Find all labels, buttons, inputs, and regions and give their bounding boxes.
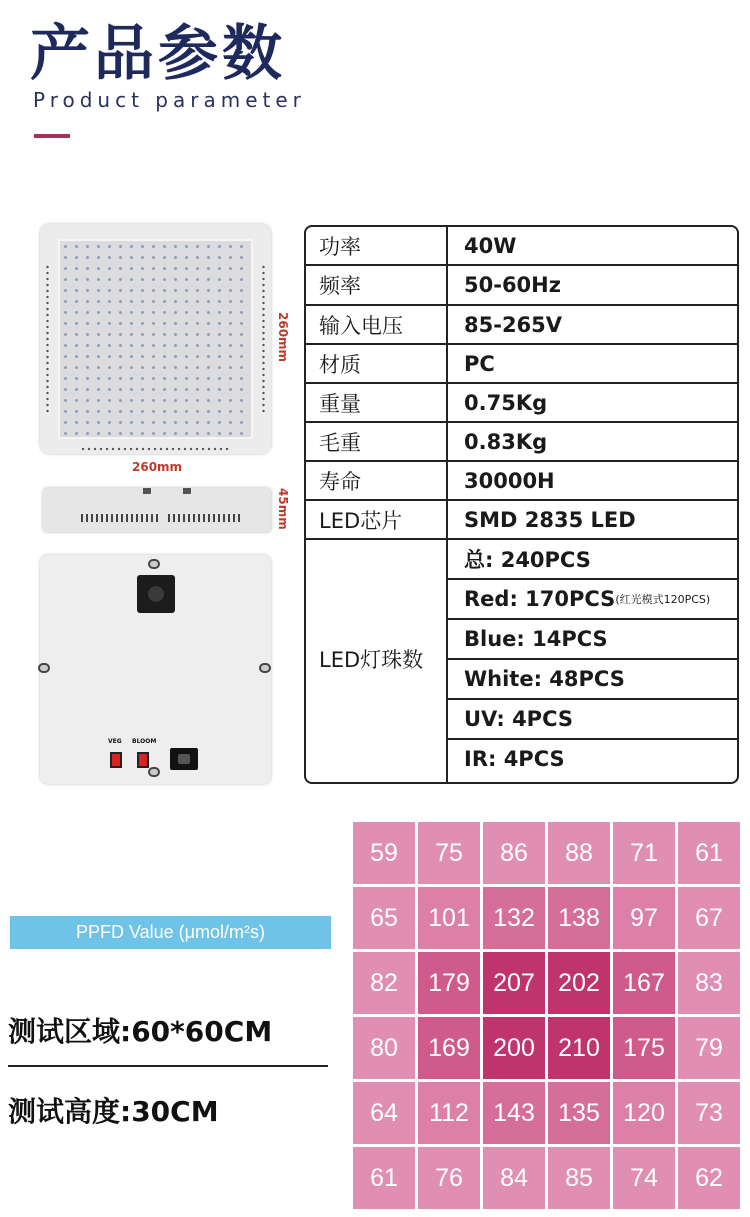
- ppfd-cell: 210: [548, 1017, 610, 1079]
- led-array: [58, 239, 253, 439]
- spec-value: 0.83Kg: [464, 429, 548, 454]
- spec-key: 输入电压: [319, 313, 403, 338]
- spec-key: 寿命: [319, 469, 361, 494]
- spec-value: PC: [464, 351, 495, 376]
- page-subtitle: Product parameter: [33, 88, 306, 112]
- ppfd-cell: 67: [678, 887, 740, 949]
- led-count: Red: 170PCS: [464, 587, 616, 611]
- spec-value: 50-60Hz: [464, 273, 561, 297]
- ppfd-cell: 59: [353, 822, 415, 884]
- ppfd-cell: 71: [613, 822, 675, 884]
- title-accent-bar: [34, 134, 70, 138]
- spec-key: LED芯片: [319, 508, 403, 533]
- spec-key: 功率: [319, 235, 361, 259]
- spec-value: 30000H: [464, 468, 555, 493]
- ppfd-cell: 73: [678, 1082, 740, 1144]
- ppfd-cell: 62: [678, 1147, 740, 1209]
- dimension-height-label: 260mm: [276, 312, 290, 363]
- ppfd-cell: 143: [483, 1082, 545, 1144]
- hanging-hook: [259, 663, 271, 673]
- ppfd-cell: 88: [548, 822, 610, 884]
- ppfd-cell: 86: [483, 822, 545, 884]
- spec-value: 0.75Kg: [464, 390, 548, 415]
- vent-holes-bottom: [80, 447, 230, 451]
- ppfd-cell: 120: [613, 1082, 675, 1144]
- divider: [8, 1065, 328, 1067]
- side-knob: [183, 488, 191, 494]
- spec-led-value: [447, 739, 739, 779]
- spec-table: [304, 225, 739, 784]
- hanging-hook: [38, 663, 50, 673]
- dimension-width-label: 260mm: [132, 460, 183, 474]
- hanging-hook: [148, 767, 160, 777]
- led-count: Blue: 14PCS: [464, 627, 608, 651]
- power-socket: [137, 575, 175, 613]
- veg-switch: [110, 752, 122, 768]
- spec-led-value: [447, 699, 739, 739]
- ppfd-cell: 200: [483, 1017, 545, 1079]
- bloom-switch: [137, 752, 149, 768]
- spec-value: 85-265V: [464, 312, 563, 337]
- spec-key: 材质: [319, 352, 361, 377]
- veg-switch-label: VEG: [108, 738, 122, 745]
- ppfd-cell: 84: [483, 1147, 545, 1209]
- dimension-depth-label: 45mm: [276, 488, 290, 530]
- page-title: 产品参数: [30, 19, 286, 89]
- ppfd-cell: 169: [418, 1017, 480, 1079]
- spec-value: SMD 2835 LED: [464, 507, 636, 532]
- led-count-note: (红光模式120PCS): [615, 593, 711, 606]
- ppfd-cell: 97: [613, 887, 675, 949]
- ppfd-cell: 101: [418, 887, 480, 949]
- led-count: White: 48PCS: [464, 667, 625, 691]
- bloom-switch-label: BLOOM: [132, 738, 157, 745]
- side-grill-right: [168, 514, 243, 522]
- product-front-image: [40, 224, 271, 454]
- test-area-label: 测试区域:60*60CM: [8, 1015, 273, 1048]
- ppfd-cell: 61: [353, 1147, 415, 1209]
- led-count: UV: 4PCS: [464, 707, 573, 731]
- test-height-label: 测试高度:30CM: [8, 1095, 219, 1128]
- product-back-image: [40, 555, 271, 784]
- ppfd-cell: 202: [548, 952, 610, 1014]
- spec-key: 重量: [319, 391, 361, 416]
- vent-holes-left: [45, 264, 50, 414]
- power-inlet: [170, 748, 198, 770]
- ppfd-cell: 83: [678, 952, 740, 1014]
- ppfd-cell: 76: [418, 1147, 480, 1209]
- ppfd-cell: 138: [548, 887, 610, 949]
- spec-led-value: [447, 659, 739, 699]
- spec-led-value: [447, 539, 739, 579]
- ppfd-cell: 75: [418, 822, 480, 884]
- ppfd-cell: 80: [353, 1017, 415, 1079]
- ppfd-cell: 65: [353, 887, 415, 949]
- ppfd-grid: [353, 822, 741, 1212]
- spec-led-value: [447, 579, 739, 619]
- hanging-hook: [148, 559, 160, 569]
- ppfd-cell: 74: [613, 1147, 675, 1209]
- spec-key: 频率: [319, 274, 361, 298]
- product-side-image: [43, 488, 271, 532]
- vent-holes-right: [261, 264, 266, 414]
- ppfd-cell: 167: [613, 952, 675, 1014]
- ppfd-cell: 132: [483, 887, 545, 949]
- ppfd-label: PPFD Value (μmol/m²s): [10, 916, 331, 949]
- ppfd-cell: 85: [548, 1147, 610, 1209]
- led-count: 总: 240PCS: [464, 548, 591, 572]
- ppfd-cell: 175: [613, 1017, 675, 1079]
- ppfd-cell: 207: [483, 952, 545, 1014]
- ppfd-cell: 179: [418, 952, 480, 1014]
- spec-key-led-count: LED灯珠数: [319, 648, 424, 672]
- ppfd-cell: 61: [678, 822, 740, 884]
- spec-value: 40W: [464, 234, 517, 258]
- ppfd-cell: 82: [353, 952, 415, 1014]
- led-count: IR: 4PCS: [464, 747, 565, 771]
- side-grill-left: [81, 514, 161, 522]
- ppfd-cell: 79: [678, 1017, 740, 1079]
- spec-column-divider: [446, 227, 448, 782]
- ppfd-cell: 112: [418, 1082, 480, 1144]
- ppfd-cell: 135: [548, 1082, 610, 1144]
- side-knob: [143, 488, 151, 494]
- ppfd-cell: 64: [353, 1082, 415, 1144]
- spec-led-value: [447, 619, 739, 659]
- spec-key: 毛重: [319, 430, 361, 455]
